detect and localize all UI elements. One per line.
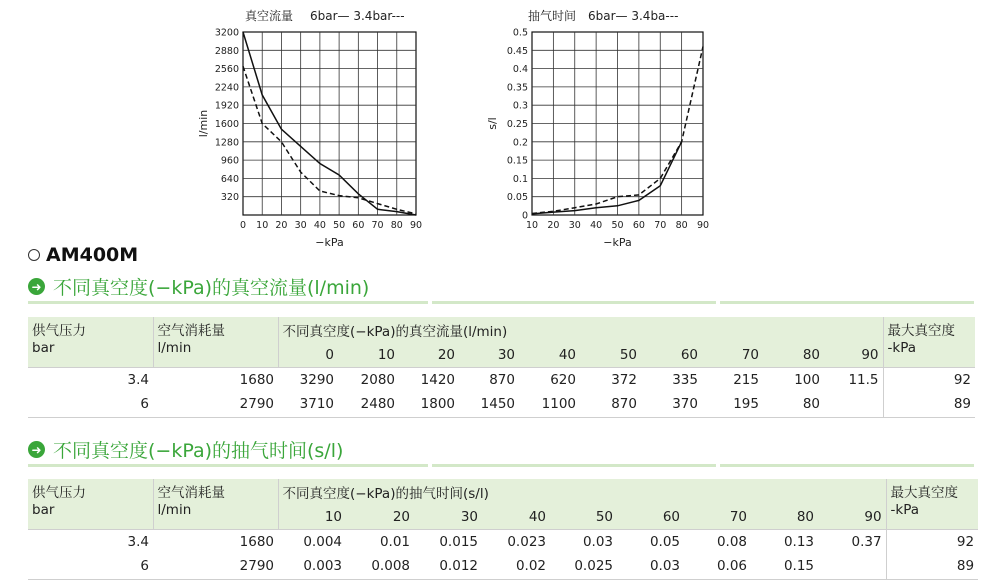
cell-value: 11.5 [824, 367, 883, 392]
header-max-vacuum: 最大真空度 -kPa [883, 317, 975, 367]
cell-value: 215 [702, 367, 763, 392]
x-tick-label: 10 [525, 220, 539, 231]
y-tick-label: 2880 [214, 45, 239, 57]
header-vacuum-level: 80 [763, 343, 824, 367]
cell-air-consumption: 2790 [153, 554, 278, 579]
x-tick-label: 50 [611, 220, 624, 231]
x-tick-label: 40 [313, 220, 326, 231]
header-vacuum-level: 10 [278, 505, 346, 529]
x-tick-label: 70 [371, 220, 384, 231]
x-axis-label: −kPa [603, 236, 632, 249]
y-tick-label: 0.45 [506, 45, 528, 57]
x-tick-label: 80 [675, 220, 688, 231]
chart-legend: 6bar— 3.4bar--- [310, 9, 405, 23]
table-row [28, 554, 978, 579]
x-tick-label: 20 [275, 220, 288, 231]
header-supply-pressure: 供气压力 bar [28, 479, 153, 529]
table-row [28, 367, 975, 392]
section-title-time [28, 436, 343, 463]
x-tick-label: 20 [547, 220, 560, 231]
y-tick-label: 0.25 [506, 119, 528, 130]
header-vacuum-level: 50 [580, 343, 641, 367]
cell-value: 0.004 [278, 529, 346, 554]
cell-value [824, 392, 883, 417]
cell-value: 3710 [278, 392, 338, 417]
cell-value: 0.05 [617, 529, 684, 554]
cell-value: 80 [763, 392, 824, 417]
arrow-right-icon: ➜ [28, 278, 45, 295]
cell-value: 195 [702, 392, 763, 417]
header-vacuum-level: 90 [818, 505, 886, 529]
y-tick-label: 1920 [214, 100, 239, 112]
header-vacuum-group: 不同真空度(−kPa)的真空流量(l/min) [278, 317, 883, 343]
y-tick-label: 0.15 [506, 155, 528, 167]
header-vacuum-level: 60 [641, 343, 702, 367]
header-vacuum-level: 20 [399, 343, 459, 367]
y-tick-label: 1280 [214, 137, 239, 149]
vacuum-flow-chart-svg [185, 4, 435, 249]
cell-value: 1100 [519, 392, 580, 417]
y-tick-label: 0.4 [512, 64, 528, 76]
cell-value: 0.15 [751, 554, 818, 579]
x-tick-label: 60 [352, 220, 365, 231]
header-vacuum-level: 80 [751, 505, 818, 529]
cell-value: 620 [519, 367, 580, 392]
header-vacuum-level: 60 [617, 505, 684, 529]
cell-value: 2080 [338, 367, 399, 392]
cell-value: 0.06 [684, 554, 751, 579]
y-tick-label: 0.2 [512, 137, 528, 149]
cell-value: 0.08 [684, 529, 751, 554]
cell-value: 0.003 [278, 554, 346, 579]
cell-supply-pressure: 6 [28, 392, 153, 417]
section-title-flow-text: 不同真空度(−kPa)的真空流量(l/min) [53, 277, 370, 299]
header-vacuum-level: 20 [346, 505, 414, 529]
arrow-right-icon: ➜ [28, 441, 45, 458]
header-vacuum-level: 0 [278, 343, 338, 367]
chart-title: 抽气时间 [528, 9, 577, 23]
y-tick-label: 0.5 [512, 27, 528, 39]
x-tick-label: 90 [696, 220, 710, 231]
cell-max-vacuum: 89 [883, 392, 975, 417]
cell-air-consumption: 1680 [153, 367, 278, 392]
table-row [28, 529, 978, 554]
model-title [28, 244, 138, 266]
header-air-consumption: 空气消耗量 l/min [153, 317, 278, 367]
header-air-consumption: 空气消耗量 l/min [153, 479, 278, 529]
cell-air-consumption: 2790 [153, 392, 278, 417]
y-axis-label: l/min [197, 109, 210, 138]
x-tick-label: 60 [632, 220, 645, 231]
y-tick-label: 640 [220, 173, 239, 185]
cell-supply-pressure: 3.4 [28, 367, 153, 392]
y-tick-label: 3200 [214, 27, 239, 39]
section-divider [28, 300, 974, 305]
header-supply-pressure: 供气压力 bar [28, 317, 153, 367]
header-vacuum-level: 50 [550, 505, 617, 529]
cell-max-vacuum: 92 [883, 367, 975, 392]
chart-title: 真空流量 [245, 9, 294, 23]
cell-value: 0.025 [550, 554, 617, 579]
cell-max-vacuum: 92 [886, 529, 978, 554]
cell-value: 1800 [399, 392, 459, 417]
x-tick-label: 40 [590, 220, 603, 231]
evacuation-table [28, 479, 978, 580]
x-tick-label: 30 [568, 220, 581, 231]
cell-value: 0.023 [482, 529, 550, 554]
cell-supply-pressure: 3.4 [28, 529, 153, 554]
x-tick-label: 50 [333, 220, 346, 231]
cell-value: 0.03 [617, 554, 684, 579]
cell-value: 100 [763, 367, 824, 392]
cell-value: 372 [580, 367, 641, 392]
header-vacuum-level: 90 [824, 343, 883, 367]
y-tick-label: 2560 [214, 64, 239, 76]
y-tick-label: 0.1 [512, 173, 528, 185]
chart-legend: 6bar— 3.4ba--- [588, 9, 679, 23]
cell-value: 370 [641, 392, 702, 417]
header-vacuum-level: 30 [459, 343, 519, 367]
cell-value: 1450 [459, 392, 519, 417]
flow-table [28, 317, 975, 418]
cell-value: 0.02 [482, 554, 550, 579]
header-vacuum-level: 40 [482, 505, 550, 529]
cell-air-consumption: 1680 [153, 529, 278, 554]
y-tick-label: 960 [220, 155, 239, 167]
cell-value: 0.03 [550, 529, 617, 554]
section-divider [28, 463, 974, 468]
cell-value: 0.012 [414, 554, 482, 579]
circle-icon [28, 249, 40, 261]
vacuum-flow-chart [185, 4, 435, 253]
section-title-flow [28, 273, 369, 300]
table-row [28, 392, 975, 417]
header-vacuum-group: 不同真空度(−kPa)的抽气时间(s/l) [278, 479, 886, 505]
cell-value: 0.13 [751, 529, 818, 554]
cell-value: 2480 [338, 392, 399, 417]
cell-value: 0.01 [346, 529, 414, 554]
section-title-time-text: 不同真空度(−kPa)的抽气时间(s/l) [53, 440, 344, 462]
cell-value: 0.008 [346, 554, 414, 579]
header-max-vacuum: 最大真空度 -kPa [886, 479, 978, 529]
cell-value: 335 [641, 367, 702, 392]
cell-value: 0.015 [414, 529, 482, 554]
cell-max-vacuum: 89 [886, 554, 978, 579]
y-tick-label: 0.3 [512, 100, 528, 112]
cell-value: 1420 [399, 367, 459, 392]
cell-value: 870 [459, 367, 519, 392]
header-vacuum-level: 30 [414, 505, 482, 529]
model-name: AM400M [46, 244, 139, 266]
cell-value: 3290 [278, 367, 338, 392]
header-vacuum-level: 70 [702, 343, 763, 367]
x-tick-label: 10 [256, 220, 269, 231]
x-tick-label: 0 [239, 220, 247, 231]
x-tick-label: 80 [390, 220, 403, 231]
x-tick-label: 90 [409, 220, 423, 231]
cell-value [818, 554, 886, 579]
y-axis-label: s/l [486, 117, 499, 130]
x-axis-label: −kPa [315, 236, 344, 249]
cell-supply-pressure: 6 [28, 554, 153, 579]
y-tick-label: 2240 [214, 82, 239, 94]
header-vacuum-level: 10 [338, 343, 399, 367]
x-tick-label: 30 [294, 220, 307, 231]
x-tick-label: 70 [654, 220, 667, 231]
y-tick-label: 0 [521, 210, 528, 222]
cell-value: 870 [580, 392, 641, 417]
header-vacuum-level: 70 [684, 505, 751, 529]
y-tick-label: 1600 [214, 119, 239, 130]
evacuation-time-chart [472, 4, 717, 253]
y-tick-label: 0.35 [506, 82, 528, 94]
cell-value: 0.37 [818, 529, 886, 554]
y-tick-label: 320 [220, 192, 239, 204]
y-tick-label: 0.05 [506, 192, 528, 204]
evacuation-time-chart-svg [472, 4, 717, 249]
header-vacuum-level: 40 [519, 343, 580, 367]
